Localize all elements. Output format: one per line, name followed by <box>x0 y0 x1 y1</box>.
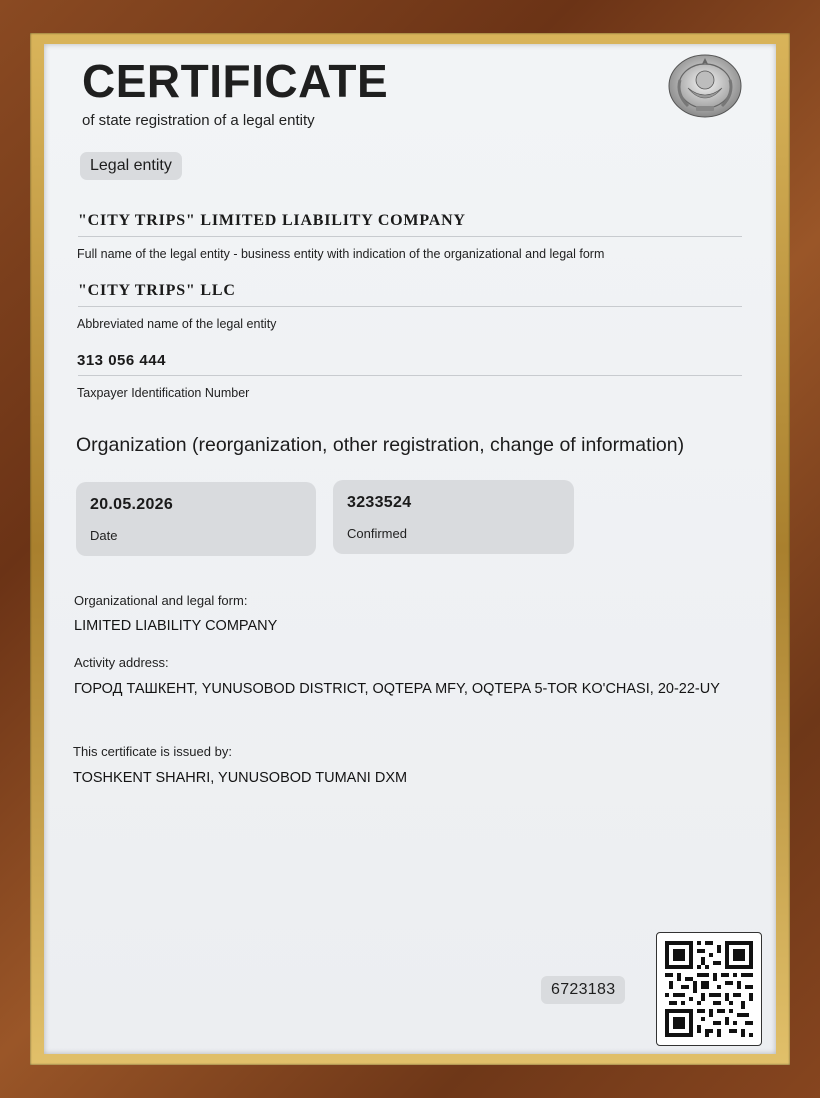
certificate-paper <box>44 44 776 1054</box>
tin-caption: Taxpayer Identification Number <box>77 386 250 400</box>
divider <box>78 375 742 376</box>
short-name-value: "CITY TRIPS" LLC <box>78 282 236 299</box>
divider <box>78 306 742 307</box>
confirmed-card <box>333 480 574 554</box>
qr-code-icon[interactable] <box>656 932 762 1046</box>
qr-code-pattern <box>665 941 753 1037</box>
registry-number-badge: 6723183 <box>541 976 625 1004</box>
tin-value: 313 056 444 <box>77 352 166 369</box>
section-heading: Organization (reorganization, other registration, change of information) <box>76 434 685 456</box>
short-name-caption: Abbreviated name of the legal entity <box>77 317 277 331</box>
full-name-caption: Full name of the legal entity - business entity with indication of the organizational and legal form <box>77 247 605 261</box>
date-value: 20.05.2026 <box>90 496 174 513</box>
issued-by-label: This certificate is issued by: <box>73 744 232 759</box>
legal-form-label: Organizational and legal form: <box>74 593 248 608</box>
divider <box>78 236 742 237</box>
certificate-subtitle: of state registration of a legal entity <box>82 112 315 129</box>
certificate-title: CERTIFICATE <box>82 55 389 107</box>
state-emblem-icon <box>666 50 744 118</box>
date-label: Date <box>90 528 118 543</box>
confirmed-value: 3233524 <box>347 494 412 511</box>
issued-by-value: TOSHKENT SHAHRI, YUNUSOBOD TUMANI DXM <box>73 770 408 786</box>
full-name-value: "CITY TRIPS" LIMITED LIABILITY COMPANY <box>78 212 466 229</box>
confirmed-label: Confirmed <box>347 526 407 541</box>
entity-type-badge: Legal entity <box>80 152 182 180</box>
legal-form-value: LIMITED LIABILITY COMPANY <box>74 618 278 634</box>
activity-address-value: ГОРОД ТАШКЕНТ, YUNUSOBOD DISTRICT, OQTEPA MFY, OQTEPA 5-TOR KO'CHASI, 20-22-UY <box>74 681 720 697</box>
date-card <box>76 482 316 556</box>
activity-address-label: Activity address: <box>74 655 169 670</box>
